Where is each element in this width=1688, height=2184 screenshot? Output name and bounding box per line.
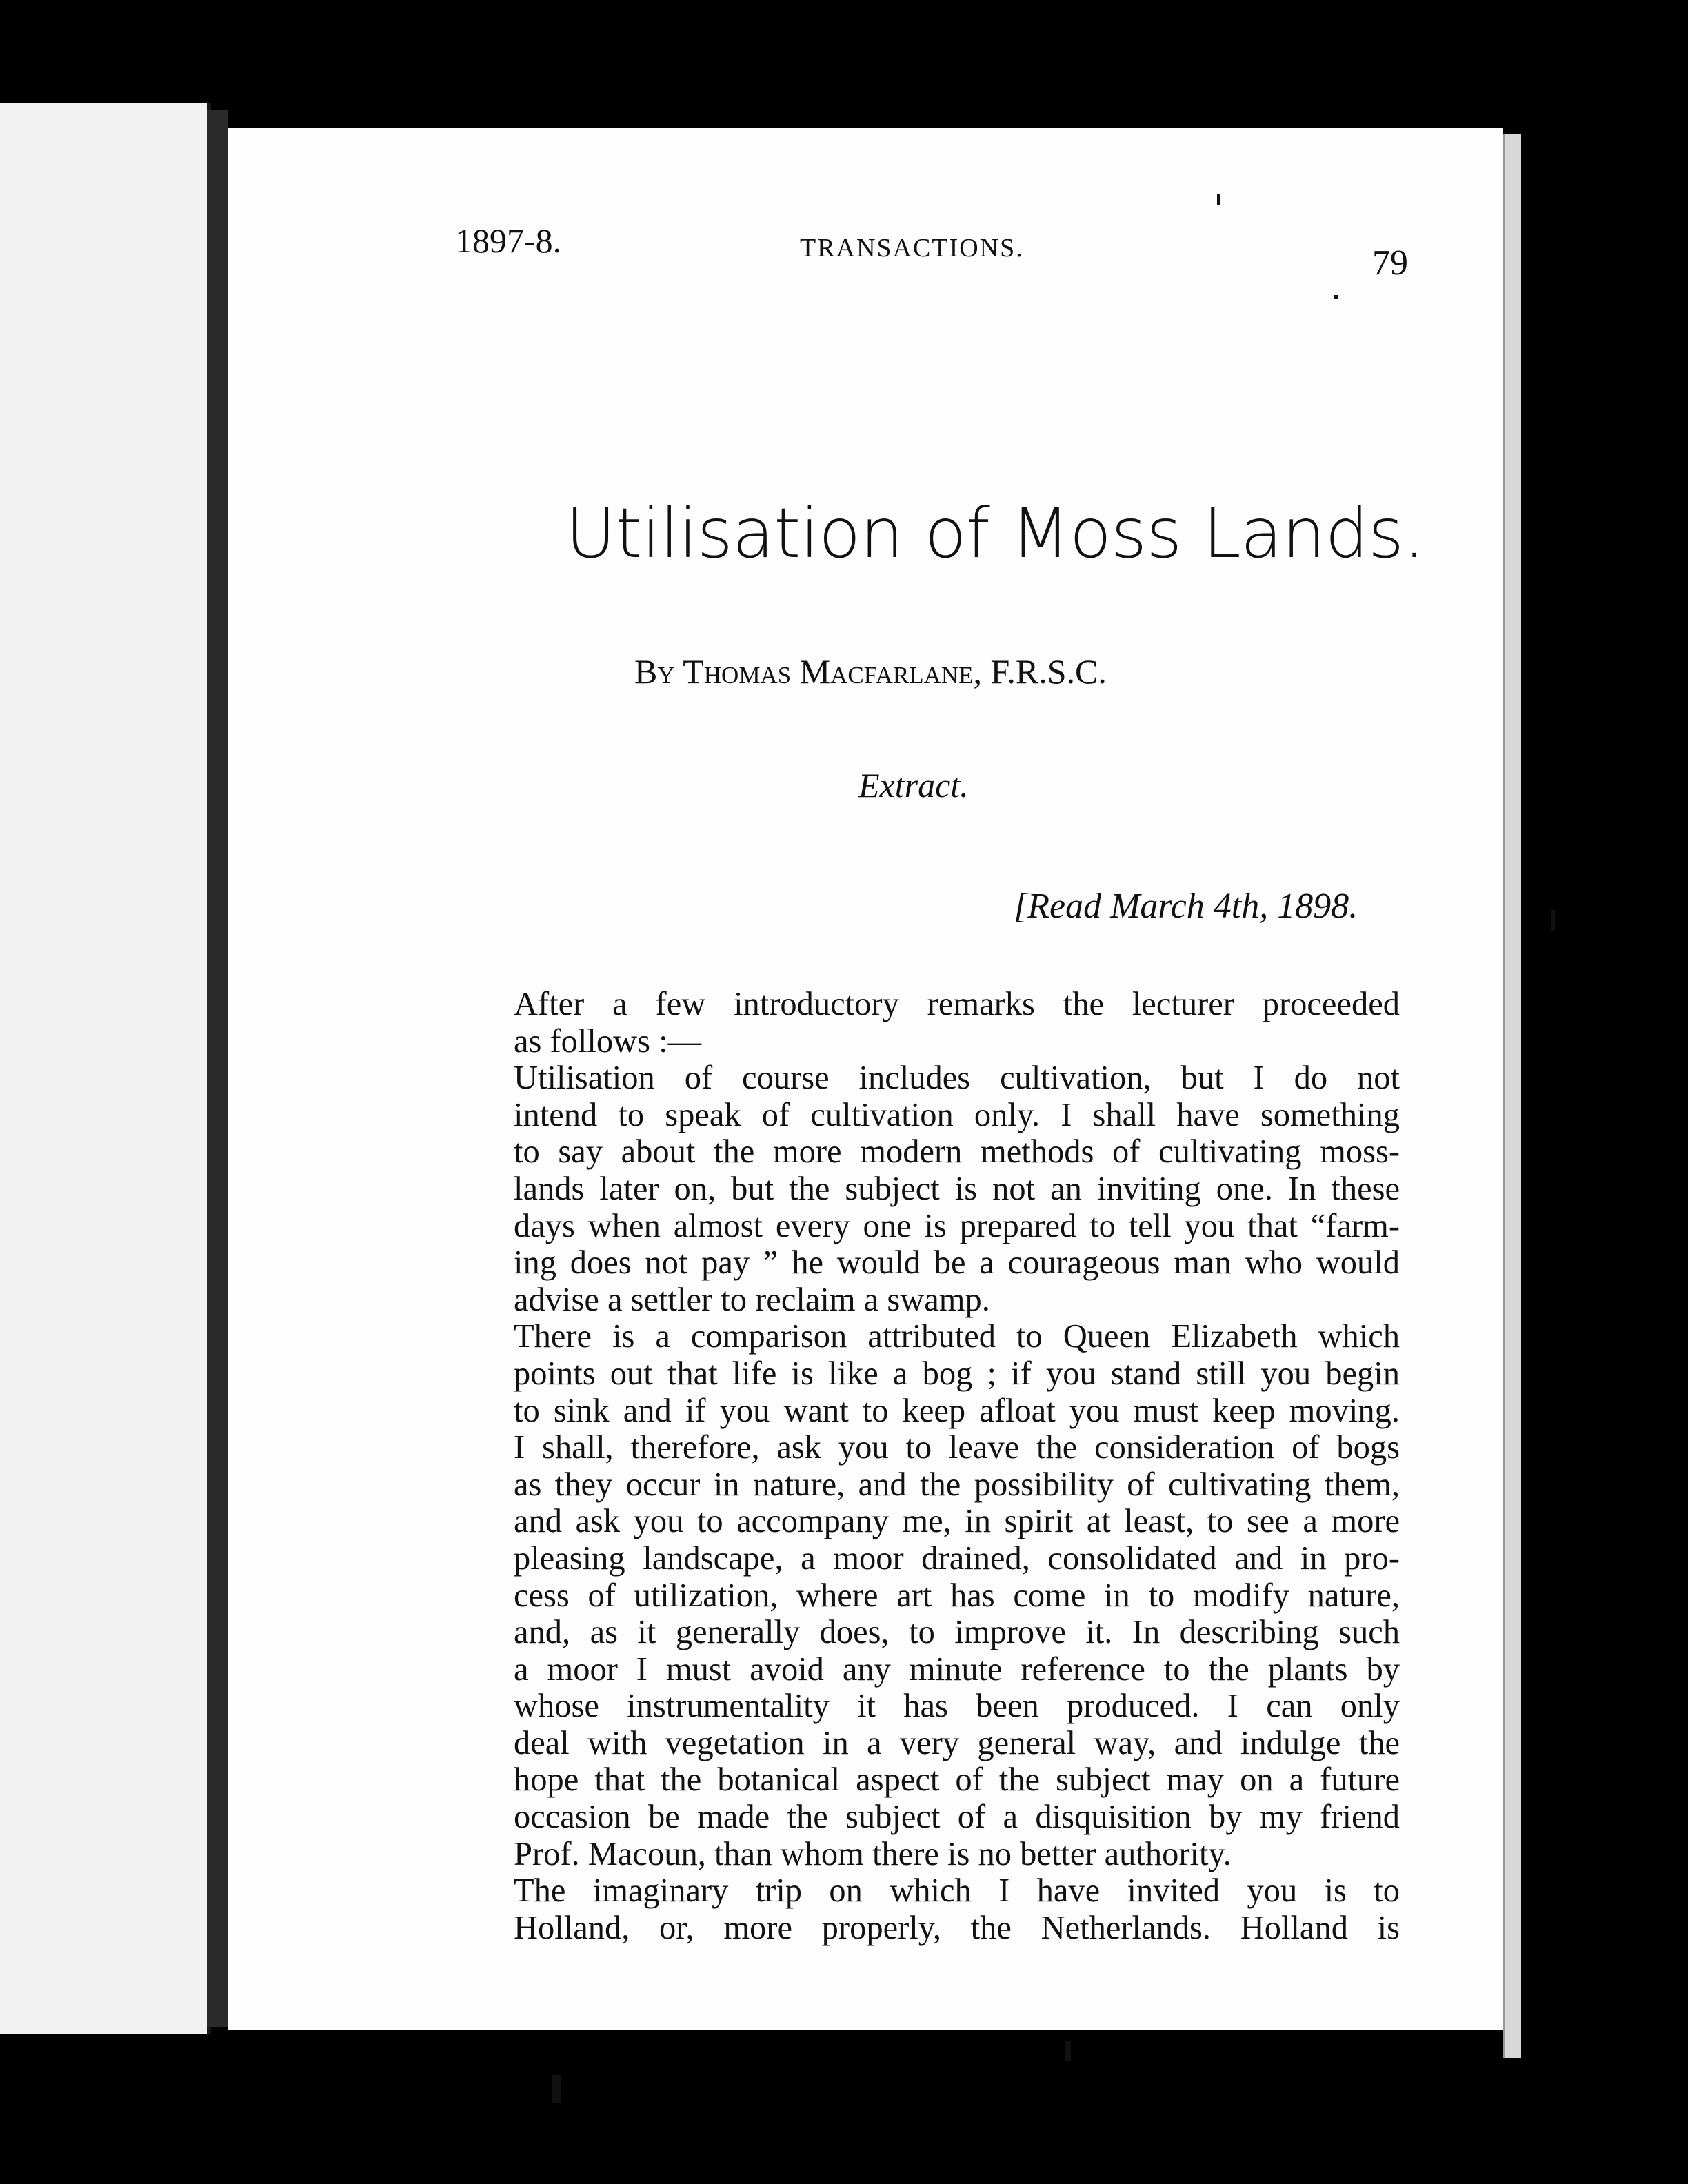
- text-line: occasion be made the subject of a disquisition by my friend: [514, 1799, 1400, 1836]
- body-paragraph: [438, 1060, 1400, 1318]
- text-line: advise a settler to reclaim a swamp.: [514, 1281, 990, 1318]
- body-paragraph: [438, 1318, 1400, 1872]
- text-line: to say about the more modern methods of cultivating moss-: [514, 1133, 1400, 1171]
- text-line: ing does not pay ” he would be a courageous man who would: [514, 1244, 1400, 1282]
- text-line: to sink and if you want to keep afloat you must keep moving.: [514, 1392, 1400, 1429]
- text-line: Utilisation of course includes cultivation, but I do not: [514, 1060, 1400, 1097]
- text-line: hope that the botanical aspect of the subject may on a future: [514, 1761, 1400, 1799]
- article-title: Utilisation of Moss Lands.: [565, 493, 1425, 574]
- body-text: [438, 986, 1400, 1946]
- body-paragraph: [438, 986, 1400, 1060]
- body-paragraph: [438, 1872, 1400, 1946]
- text-line: as they occur in nature, and the possibility of cultivating them,: [514, 1466, 1400, 1503]
- text-line: There is a comparison attributed to Queen Elizabeth which: [514, 1318, 1400, 1355]
- text-line: intend to speak of cultivation only. I shall have something: [514, 1096, 1400, 1133]
- text-line: days when almost every one is prepared to tell you that “farm-: [514, 1207, 1400, 1244]
- text-line: cess of utilization, where art has come in to modify nature,: [514, 1577, 1400, 1614]
- text-line: Holland, or, more properly, the Netherlands. Holland is: [514, 1909, 1400, 1946]
- text-line: points out that life is like a bog ; if you stand still you begin: [514, 1355, 1400, 1392]
- running-head-title: TRANSACTIONS.: [800, 234, 1024, 263]
- facing-page: [0, 103, 211, 2034]
- text-line: pleasing landscape, a moor drained, consolidated and in pro-: [514, 1539, 1400, 1577]
- text-line: deal with vegetation in a very general way, and indulge the: [514, 1724, 1400, 1761]
- scan-speck: [1334, 295, 1338, 299]
- scan-speck: [1217, 194, 1220, 205]
- text-line: I shall, therefore, ask you to leave the consideration of bogs: [514, 1429, 1400, 1466]
- text-line: and, as it generally does, to improve it. In describing such: [514, 1614, 1400, 1651]
- text-line: lands later on, but the subject is not an inviting one. In these: [514, 1170, 1400, 1207]
- running-head-year: 1897-8.: [455, 221, 562, 260]
- text-line: Prof. Macoun, than whom there is no better authority.: [514, 1835, 1232, 1872]
- book-gutter: [207, 110, 228, 2027]
- text-line: After a few introductory remarks the lecturer proceeded: [514, 986, 1400, 1022]
- page-edge: [1503, 134, 1521, 2058]
- page-number: 79: [1372, 243, 1408, 283]
- text-line: whose instrumentality it has been produced. I can only: [514, 1688, 1400, 1725]
- text-line: and ask you to accompany me, in spirit at least, to see a more: [514, 1503, 1400, 1540]
- scan-speck: [1551, 910, 1555, 931]
- text-line: as follows :—: [514, 1022, 702, 1060]
- text-line: The imaginary trip on which I have invited you is to: [514, 1872, 1400, 1910]
- article-byline: By Thomas Macfarlane, F.R.S.C.: [634, 652, 1107, 691]
- article-subtitle: Extract.: [858, 766, 969, 805]
- read-date: [Read March 4th, 1898.: [1014, 887, 1358, 926]
- scan-speck: [1065, 2041, 1071, 2061]
- scan-speck: [552, 2075, 561, 2103]
- text-line: a moor I must avoid any minute reference to the plants by: [514, 1650, 1400, 1688]
